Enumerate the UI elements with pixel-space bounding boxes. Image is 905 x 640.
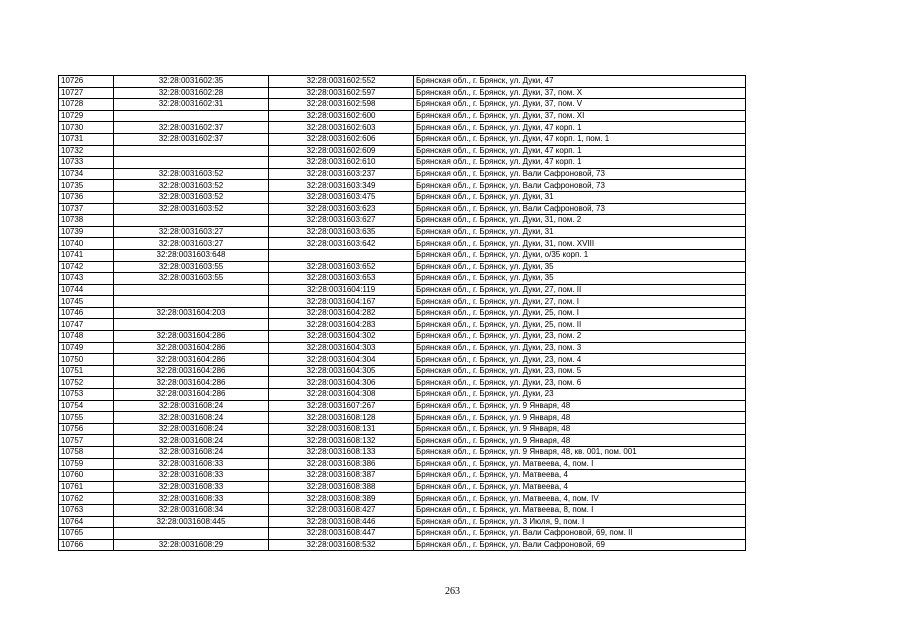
cell-address: Брянская обл., г. Брянск, ул. Дуки, 35 bbox=[414, 273, 746, 285]
cell-object-cadastral-number: 32:28:0031603:237 bbox=[269, 168, 414, 180]
cell-object-cadastral-number: 32:28:0031608:446 bbox=[269, 516, 414, 528]
cell-address: Брянская обл., г. Брянск, ул. Матвеева, 4, пом. IV bbox=[414, 493, 746, 505]
cell-land-cadastral-number: 32:28:0031608:33 bbox=[114, 470, 269, 482]
cell-object-cadastral-number: 32:28:0031608:388 bbox=[269, 481, 414, 493]
cell-record-number: 10764 bbox=[59, 516, 114, 528]
cell-object-cadastral-number: 32:28:0031602:597 bbox=[269, 87, 414, 99]
cell-record-number: 10758 bbox=[59, 447, 114, 459]
cell-address: Брянская обл., г. Брянск, ул. 9 Января, 48 bbox=[414, 412, 746, 424]
table-row bbox=[59, 319, 746, 331]
cell-object-cadastral-number: 32:28:0031603:623 bbox=[269, 203, 414, 215]
cell-record-number: 10760 bbox=[59, 470, 114, 482]
cell-land-cadastral-number: 32:28:0031608:29 bbox=[114, 539, 269, 551]
cell-record-number: 10742 bbox=[59, 261, 114, 273]
cell-record-number: 10756 bbox=[59, 423, 114, 435]
cell-land-cadastral-number: 32:28:0031603:52 bbox=[114, 191, 269, 203]
cell-record-number: 10735 bbox=[59, 180, 114, 192]
cell-land-cadastral-number: 32:28:0031603:55 bbox=[114, 273, 269, 285]
cell-address: Брянская обл., г. Брянск, ул. Дуки, 37, пом. XI bbox=[414, 110, 746, 122]
cell-address: Брянская обл., г. Брянск, ул. Дуки, 23, пом. 3 bbox=[414, 342, 746, 354]
table-row bbox=[59, 249, 746, 261]
cell-address: Брянская обл., г. Брянск, ул. Дуки, 37, пом. V bbox=[414, 99, 746, 111]
cell-record-number: 10748 bbox=[59, 331, 114, 343]
cell-record-number: 10766 bbox=[59, 539, 114, 551]
cell-address: Брянская обл., г. Брянск, ул. Дуки, 31, пом. 2 bbox=[414, 215, 746, 227]
cell-record-number: 10757 bbox=[59, 435, 114, 447]
table-row bbox=[59, 354, 746, 366]
cell-land-cadastral-number: 32:28:0031608:34 bbox=[114, 504, 269, 516]
cell-land-cadastral-number: 32:28:0031603:648 bbox=[114, 249, 269, 261]
cell-object-cadastral-number: 32:28:0031603:652 bbox=[269, 261, 414, 273]
cell-object-cadastral-number: 32:28:0031608:532 bbox=[269, 539, 414, 551]
cell-record-number: 10762 bbox=[59, 493, 114, 505]
cell-address: Брянская обл., г. Брянск, ул. Дуки, 47 корп. 1, пом. 1 bbox=[414, 133, 746, 145]
cell-record-number: 10765 bbox=[59, 528, 114, 540]
cell-land-cadastral-number: 32:28:0031603:52 bbox=[114, 203, 269, 215]
cell-record-number: 10729 bbox=[59, 110, 114, 122]
cell-object-cadastral-number: 32:28:0031604:282 bbox=[269, 307, 414, 319]
cell-record-number: 10738 bbox=[59, 215, 114, 227]
cell-record-number: 10740 bbox=[59, 238, 114, 250]
table-row bbox=[59, 435, 746, 447]
cell-object-cadastral-number: 32:28:0031602:610 bbox=[269, 157, 414, 169]
cell-address: Брянская обл., г. Брянск, ул. Дуки, 47 корп. 1 bbox=[414, 145, 746, 157]
table-row bbox=[59, 481, 746, 493]
cell-address: Брянская обл., г. Брянск, ул. 9 Января, 48, кв. 001, пом. 001 bbox=[414, 447, 746, 459]
table-row bbox=[59, 528, 746, 540]
cell-object-cadastral-number: 32:28:0031603:475 bbox=[269, 191, 414, 203]
cell-address: Брянская обл., г. Брянск, ул. Дуки, 27, пом. I bbox=[414, 296, 746, 308]
cell-land-cadastral-number: 32:28:0031608:24 bbox=[114, 435, 269, 447]
cell-address: Брянская обл., г. Брянск, ул. 3 Июля, 9, пом. I bbox=[414, 516, 746, 528]
cell-land-cadastral-number: 32:28:0031608:33 bbox=[114, 493, 269, 505]
cell-land-cadastral-number: 32:28:0031604:286 bbox=[114, 377, 269, 389]
cell-object-cadastral-number: 32:28:0031604:167 bbox=[269, 296, 414, 308]
cell-address: Брянская обл., г. Брянск, ул. Дуки, о/35 корп. 1 bbox=[414, 249, 746, 261]
cell-object-cadastral-number: 32:28:0031603:642 bbox=[269, 238, 414, 250]
cell-address: Брянская обл., г. Брянск, ул. Дуки, 23, пом. 4 bbox=[414, 354, 746, 366]
cell-address: Брянская обл., г. Брянск, ул. Дуки, 31, пом. XVIII bbox=[414, 238, 746, 250]
cell-record-number: 10755 bbox=[59, 412, 114, 424]
table-row bbox=[59, 389, 746, 401]
cell-record-number: 10732 bbox=[59, 145, 114, 157]
cell-record-number: 10759 bbox=[59, 458, 114, 470]
cell-object-cadastral-number: 32:28:0031603:635 bbox=[269, 226, 414, 238]
registry-table-body bbox=[59, 76, 746, 551]
cell-address: Брянская обл., г. Брянск, ул. 9 Января, 48 bbox=[414, 400, 746, 412]
cell-record-number: 10750 bbox=[59, 354, 114, 366]
cell-land-cadastral-number: 32:28:0031603:55 bbox=[114, 261, 269, 273]
cell-address: Брянская обл., г. Брянск, ул. Дуки, 23, пом. 2 bbox=[414, 331, 746, 343]
cell-land-cadastral-number: 32:28:0031604:286 bbox=[114, 354, 269, 366]
cell-object-cadastral-number: 32:28:0031608:131 bbox=[269, 423, 414, 435]
cell-object-cadastral-number: 32:28:0031604:283 bbox=[269, 319, 414, 331]
cell-record-number: 10751 bbox=[59, 365, 114, 377]
cell-land-cadastral-number: 32:28:0031608:33 bbox=[114, 458, 269, 470]
cell-land-cadastral-number: 32:28:0031608:24 bbox=[114, 412, 269, 424]
table-row bbox=[59, 76, 746, 88]
cell-land-cadastral-number bbox=[114, 157, 269, 169]
cell-record-number: 10727 bbox=[59, 87, 114, 99]
table-row bbox=[59, 377, 746, 389]
cell-address: Брянская обл., г. Брянск, ул. Дуки, 47 корп. 1 bbox=[414, 122, 746, 134]
table-row bbox=[59, 110, 746, 122]
table-row bbox=[59, 504, 746, 516]
cell-object-cadastral-number: 32:28:0031604:119 bbox=[269, 284, 414, 296]
cell-record-number: 10739 bbox=[59, 226, 114, 238]
cell-address: Брянская обл., г. Брянск, ул. Вали Сафроновой, 73 bbox=[414, 180, 746, 192]
cell-land-cadastral-number: 32:28:0031604:286 bbox=[114, 342, 269, 354]
cell-object-cadastral-number: 32:28:0031608:447 bbox=[269, 528, 414, 540]
cell-object-cadastral-number: 32:28:0031604:304 bbox=[269, 354, 414, 366]
cell-address: Брянская обл., г. Брянск, ул. Дуки, 47 bbox=[414, 76, 746, 88]
cell-record-number: 10741 bbox=[59, 249, 114, 261]
cell-object-cadastral-number: 32:28:0031608:132 bbox=[269, 435, 414, 447]
table-row bbox=[59, 284, 746, 296]
cell-address: Брянская обл., г. Брянск, ул. Вали Сафроновой, 69, пом. II bbox=[414, 528, 746, 540]
cell-record-number: 10746 bbox=[59, 307, 114, 319]
cell-object-cadastral-number: 32:28:0031603:653 bbox=[269, 273, 414, 285]
cell-object-cadastral-number: 32:28:0031604:305 bbox=[269, 365, 414, 377]
cell-land-cadastral-number: 32:28:0031603:27 bbox=[114, 238, 269, 250]
cell-address: Брянская обл., г. Брянск, ул. Вали Сафроновой, 73 bbox=[414, 168, 746, 180]
cell-address: Брянская обл., г. Брянск, ул. Матвеева, 4 bbox=[414, 470, 746, 482]
cell-record-number: 10745 bbox=[59, 296, 114, 308]
cell-land-cadastral-number bbox=[114, 319, 269, 331]
table-row bbox=[59, 400, 746, 412]
cell-land-cadastral-number bbox=[114, 110, 269, 122]
table-row bbox=[59, 215, 746, 227]
cell-object-cadastral-number: 32:28:0031608:386 bbox=[269, 458, 414, 470]
cell-record-number: 10744 bbox=[59, 284, 114, 296]
table-row bbox=[59, 226, 746, 238]
cell-address: Брянская обл., г. Брянск, ул. Матвеева, 4, пом. I bbox=[414, 458, 746, 470]
cell-object-cadastral-number: 32:28:0031607:267 bbox=[269, 400, 414, 412]
cell-object-cadastral-number: 32:28:0031602:606 bbox=[269, 133, 414, 145]
cell-record-number: 10747 bbox=[59, 319, 114, 331]
cell-land-cadastral-number: 32:28:0031602:35 bbox=[114, 76, 269, 88]
cell-address: Брянская обл., г. Брянск, ул. Дуки, 27, пом. II bbox=[414, 284, 746, 296]
table-row bbox=[59, 133, 746, 145]
table-row bbox=[59, 516, 746, 528]
cell-record-number: 10728 bbox=[59, 99, 114, 111]
table-row bbox=[59, 180, 746, 192]
cell-land-cadastral-number: 32:28:0031602:28 bbox=[114, 87, 269, 99]
table-row bbox=[59, 296, 746, 308]
cell-land-cadastral-number: 32:28:0031608:24 bbox=[114, 400, 269, 412]
cell-land-cadastral-number: 32:28:0031604:286 bbox=[114, 389, 269, 401]
table-row bbox=[59, 493, 746, 505]
cell-object-cadastral-number: 32:28:0031608:427 bbox=[269, 504, 414, 516]
cell-object-cadastral-number: 32:28:0031603:349 bbox=[269, 180, 414, 192]
table-row bbox=[59, 145, 746, 157]
cell-address: Брянская обл., г. Брянск, ул. Дуки, 23, пом. 5 bbox=[414, 365, 746, 377]
table-row bbox=[59, 342, 746, 354]
registry-table bbox=[58, 75, 746, 551]
table-row bbox=[59, 87, 746, 99]
cell-object-cadastral-number: 32:28:0031608:133 bbox=[269, 447, 414, 459]
cell-land-cadastral-number: 32:28:0031603:52 bbox=[114, 180, 269, 192]
cell-object-cadastral-number: 32:28:0031604:303 bbox=[269, 342, 414, 354]
cell-land-cadastral-number bbox=[114, 145, 269, 157]
cell-object-cadastral-number: 32:28:0031602:598 bbox=[269, 99, 414, 111]
cell-object-cadastral-number: 32:28:0031602:552 bbox=[269, 76, 414, 88]
cell-land-cadastral-number bbox=[114, 296, 269, 308]
table-row bbox=[59, 470, 746, 482]
cell-record-number: 10733 bbox=[59, 157, 114, 169]
cell-object-cadastral-number: 32:28:0031602:600 bbox=[269, 110, 414, 122]
cell-address: Брянская обл., г. Брянск, ул. Дуки, 25, пом. I bbox=[414, 307, 746, 319]
table-row bbox=[59, 273, 746, 285]
table-row bbox=[59, 122, 746, 134]
cell-object-cadastral-number: 32:28:0031608:128 bbox=[269, 412, 414, 424]
cell-land-cadastral-number: 32:28:0031602:31 bbox=[114, 99, 269, 111]
cell-land-cadastral-number: 32:28:0031604:203 bbox=[114, 307, 269, 319]
table-row bbox=[59, 365, 746, 377]
cell-record-number: 10737 bbox=[59, 203, 114, 215]
cell-address: Брянская обл., г. Брянск, ул. Вали Сафроновой, 73 bbox=[414, 203, 746, 215]
cell-record-number: 10730 bbox=[59, 122, 114, 134]
cell-object-cadastral-number: 32:28:0031603:627 bbox=[269, 215, 414, 227]
table-row bbox=[59, 447, 746, 459]
cell-object-cadastral-number: 32:28:0031602:603 bbox=[269, 122, 414, 134]
cell-land-cadastral-number bbox=[114, 215, 269, 227]
cell-object-cadastral-number: 32:28:0031602:609 bbox=[269, 145, 414, 157]
cell-land-cadastral-number: 32:28:0031603:27 bbox=[114, 226, 269, 238]
cell-address: Брянская обл., г. Брянск, ул. Дуки, 25, пом. II bbox=[414, 319, 746, 331]
cell-address: Брянская обл., г. Брянск, ул. Дуки, 23 bbox=[414, 389, 746, 401]
table-row bbox=[59, 412, 746, 424]
table-row bbox=[59, 203, 746, 215]
cell-land-cadastral-number: 32:28:0031604:286 bbox=[114, 331, 269, 343]
table-row bbox=[59, 238, 746, 250]
table-row bbox=[59, 191, 746, 203]
table-row bbox=[59, 423, 746, 435]
cell-object-cadastral-number bbox=[269, 249, 414, 261]
table-row bbox=[59, 261, 746, 273]
cell-address: Брянская обл., г. Брянск, ул. Дуки, 47 корп. 1 bbox=[414, 157, 746, 169]
table-row bbox=[59, 539, 746, 551]
cell-record-number: 10731 bbox=[59, 133, 114, 145]
cell-object-cadastral-number: 32:28:0031604:306 bbox=[269, 377, 414, 389]
cell-address: Брянская обл., г. Брянск, ул. Дуки, 37, пом. X bbox=[414, 87, 746, 99]
cell-record-number: 10752 bbox=[59, 377, 114, 389]
cell-record-number: 10736 bbox=[59, 191, 114, 203]
page-number: 263 bbox=[445, 586, 460, 597]
cell-land-cadastral-number bbox=[114, 528, 269, 540]
cell-land-cadastral-number: 32:28:0031608:24 bbox=[114, 423, 269, 435]
table-row bbox=[59, 458, 746, 470]
cell-object-cadastral-number: 32:28:0031608:389 bbox=[269, 493, 414, 505]
cell-address: Брянская обл., г. Брянск, ул. 9 Января, 48 bbox=[414, 423, 746, 435]
cell-address: Брянская обл., г. Брянск, ул. Матвеева, 4 bbox=[414, 481, 746, 493]
cell-record-number: 10761 bbox=[59, 481, 114, 493]
cell-record-number: 10754 bbox=[59, 400, 114, 412]
cell-record-number: 10743 bbox=[59, 273, 114, 285]
cell-object-cadastral-number: 32:28:0031608:387 bbox=[269, 470, 414, 482]
cell-land-cadastral-number: 32:28:0031602:37 bbox=[114, 133, 269, 145]
cell-land-cadastral-number: 32:28:0031608:24 bbox=[114, 447, 269, 459]
cell-land-cadastral-number: 32:28:0031608:33 bbox=[114, 481, 269, 493]
cell-record-number: 10749 bbox=[59, 342, 114, 354]
cell-record-number: 10726 bbox=[59, 76, 114, 88]
cell-address: Брянская обл., г. Брянск, ул. Дуки, 23, пом. 6 bbox=[414, 377, 746, 389]
table-row bbox=[59, 157, 746, 169]
cell-address: Брянская обл., г. Брянск, ул. Дуки, 31 bbox=[414, 191, 746, 203]
cell-object-cadastral-number: 32:28:0031604:302 bbox=[269, 331, 414, 343]
cell-address: Брянская обл., г. Брянск, ул. Матвеева, 8, пом. I bbox=[414, 504, 746, 516]
table-row bbox=[59, 99, 746, 111]
cell-record-number: 10753 bbox=[59, 389, 114, 401]
table-row bbox=[59, 331, 746, 343]
cell-land-cadastral-number: 32:28:0031603:52 bbox=[114, 168, 269, 180]
table-row bbox=[59, 168, 746, 180]
table-row bbox=[59, 307, 746, 319]
cell-address: Брянская обл., г. Брянск, ул. Вали Сафроновой, 69 bbox=[414, 539, 746, 551]
cell-land-cadastral-number: 32:28:0031604:286 bbox=[114, 365, 269, 377]
cell-address: Брянская обл., г. Брянск, ул. Дуки, 31 bbox=[414, 226, 746, 238]
cell-address: Брянская обл., г. Брянск, ул. 9 Января, 48 bbox=[414, 435, 746, 447]
cell-land-cadastral-number: 32:28:0031608:445 bbox=[114, 516, 269, 528]
cell-record-number: 10763 bbox=[59, 504, 114, 516]
cell-address: Брянская обл., г. Брянск, ул. Дуки, 35 bbox=[414, 261, 746, 273]
cell-record-number: 10734 bbox=[59, 168, 114, 180]
cell-object-cadastral-number: 32:28:0031604:308 bbox=[269, 389, 414, 401]
cell-land-cadastral-number: 32:28:0031602:37 bbox=[114, 122, 269, 134]
cell-land-cadastral-number bbox=[114, 284, 269, 296]
